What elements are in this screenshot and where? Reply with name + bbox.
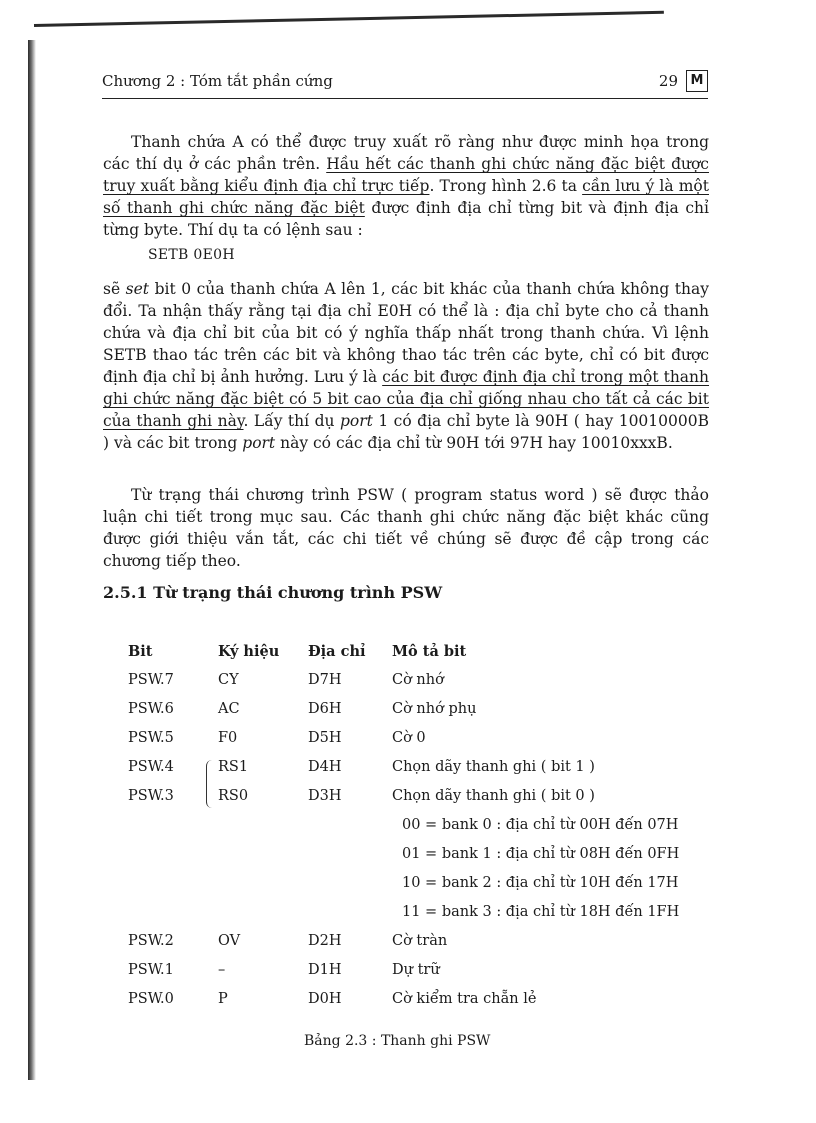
table-row: [122, 672, 742, 701]
cell-symbol: RS0: [218, 788, 249, 804]
paragraph-2-italic-3: port: [242, 434, 276, 452]
cell-address: D7H: [308, 672, 342, 688]
cell-description: Chọn dãy thanh ghi ( bit 1 ): [392, 759, 595, 775]
cell-bit: [122, 817, 218, 846]
paragraph-2-text-4: 1 có địa chỉ byte là 90H ( hay 10010000B ) và các bit trong: [103, 412, 709, 452]
cell-bit: PSW.7: [128, 672, 174, 688]
cell-symbol: F0: [218, 730, 238, 746]
paragraph-1-text: Thanh chứa A có thể được truy xuất rõ ràng như được minh họa trong các thí dụ ở các phần trên.: [103, 133, 709, 173]
cell-address: [308, 875, 392, 904]
publisher-logo-icon: M: [686, 70, 708, 92]
cell-description: 00 = bank 0 : địa chỉ từ 00H đến 07H: [402, 817, 679, 833]
cell-address: D0H: [308, 991, 342, 1007]
cell-symbol: RS1: [218, 759, 249, 775]
cell-address: D6H: [308, 701, 342, 717]
table-row: [122, 991, 742, 1020]
cell-bit: [122, 904, 218, 933]
cell-description: 11 = bank 3 : địa chỉ từ 18H đến 1FH: [402, 904, 680, 920]
page-header: [102, 70, 708, 99]
cell-address: D2H: [308, 933, 342, 949]
cell-bit: PSW.2: [128, 933, 174, 949]
cell-bit: [122, 875, 218, 904]
cell-description: Chọn dãy thanh ghi ( bit 0 ): [392, 788, 595, 804]
cell-symbol: AC: [218, 701, 240, 717]
cell-address: D5H: [308, 730, 342, 746]
paragraph-2: [103, 278, 709, 454]
cell-description: Dự trữ: [392, 962, 440, 978]
table-header-row: [122, 643, 742, 672]
paragraph-1-text-3: được định địa chỉ từng bit và định địa chỉ từng byte. Thí dụ ta có lệnh sau :: [103, 199, 709, 239]
table-row: [122, 701, 742, 730]
paragraph-1-underlined-2: cần lưu ý là một số thanh ghi chức năng đặc biệt: [103, 177, 709, 217]
cell-description: 10 = bank 2 : địa chỉ từ 10H đến 17H: [402, 875, 679, 891]
table-row: [122, 759, 742, 788]
paragraph-2-text-5: này có các địa chỉ từ 90H tới 97H hay 10010xxxB.: [275, 434, 673, 452]
cell-description: Cờ tràn: [392, 933, 448, 949]
cell-address: [308, 846, 392, 875]
table-row: [122, 817, 742, 846]
table-caption: Bảng 2.3 : Thanh ghi PSW: [304, 1033, 491, 1049]
header-symbol: Ký hiệu: [218, 643, 280, 660]
cell-symbol: P: [218, 991, 228, 1007]
paragraph-2-text-3: . Lấy thí dụ: [243, 412, 340, 430]
cell-address: [308, 904, 392, 933]
paragraph-1: [103, 131, 709, 241]
cell-description: Cờ nhớ phụ: [392, 701, 477, 717]
table-row: [122, 846, 742, 875]
cell-bit: PSW.1: [128, 962, 174, 978]
cell-bit: PSW.6: [128, 701, 174, 717]
table-row: [122, 904, 742, 933]
section-heading: 2.5.1 Từ trạng thái chương trình PSW: [103, 583, 443, 602]
paragraph-2-text: sẽ: [103, 280, 126, 298]
chapter-title: Chương 2 : Tóm tắt phần cứng: [102, 72, 333, 90]
cell-description: Cờ 0: [392, 730, 426, 746]
cell-description: Cờ kiểm tra chẵn lẻ: [392, 991, 537, 1007]
cell-address: D4H: [308, 759, 342, 775]
page-edge: [28, 40, 36, 1080]
cell-bit: PSW.5: [128, 730, 174, 746]
header-bit: Bit: [128, 643, 153, 660]
paragraph-2-italic: set: [125, 280, 150, 298]
cell-symbol: [218, 846, 308, 875]
cell-symbol: OV: [218, 933, 241, 949]
cell-address: D3H: [308, 788, 342, 804]
cell-symbol: [218, 875, 308, 904]
table-row: [122, 962, 742, 991]
cell-symbol: CY: [218, 672, 239, 688]
cell-address: [308, 817, 392, 846]
table-row: [122, 788, 742, 817]
code-example: SETB 0E0H: [148, 247, 235, 263]
psw-table: [122, 643, 742, 1020]
cell-symbol: –: [218, 962, 226, 978]
paragraph-2-underlined: các bit được định địa chỉ trong một thanh ghi chức năng đặc biệt có 5 bit cao của địa chỉ giống nhau cho tất cả các bit của thanh ghi này: [103, 368, 710, 430]
paragraph-2-italic-2: port: [339, 412, 373, 430]
cell-description: 01 = bank 1 : địa chỉ từ 08H đến 0FH: [402, 846, 680, 862]
paragraph-3: Từ trạng thái chương trình PSW ( program status word ) sẽ được thảo luận chi tiết trong mục sau. Các thanh ghi chức năng đặc biệt khác cũng được giới thiệu vắn tắt, các chi tiết về chúng sẽ được đề cập trong các chương tiếp theo.: [103, 486, 709, 570]
top-scan-line: [34, 11, 664, 27]
cell-address: D1H: [308, 962, 342, 978]
cell-bit: PSW.0: [128, 991, 174, 1007]
cell-bit: [122, 846, 218, 875]
table-row: [122, 933, 742, 962]
paragraph-1-underlined: Hầu hết các thanh ghi chức năng đặc biệt được truy xuất bằng kiểu định địa chỉ trực tiếp: [103, 155, 709, 195]
header-description: Mô tả bit: [392, 643, 467, 660]
cell-bit: PSW.3: [128, 788, 174, 804]
paragraph-1-text-2: . Trong hình 2.6 ta: [429, 177, 583, 195]
cell-description: Cờ nhớ: [392, 672, 444, 688]
cell-symbol: [218, 817, 308, 846]
cell-bit: PSW.4: [128, 759, 174, 775]
paragraph-2-text-2: bit 0 của thanh chứa A lên 1, các bit khác của thanh chứa không thay đổi. Ta nhận thấy rằng tại địa chỉ E0H có thể là : địa chỉ byte cho cả thanh chứa và địa chỉ bit của bit có ý nghĩa thấp nhất trong thanh chứa. Vì lệnh SETB thao tác trên các bit và không thao tác trên các byte, chỉ có bit được định địa chỉ bị ảnh hưởng. Lưu ý là: [103, 280, 709, 386]
table-row: [122, 730, 742, 759]
table-row: [122, 875, 742, 904]
header-address: Địa chỉ: [308, 643, 366, 660]
cell-symbol: [218, 904, 308, 933]
page-number: 29: [658, 72, 678, 90]
